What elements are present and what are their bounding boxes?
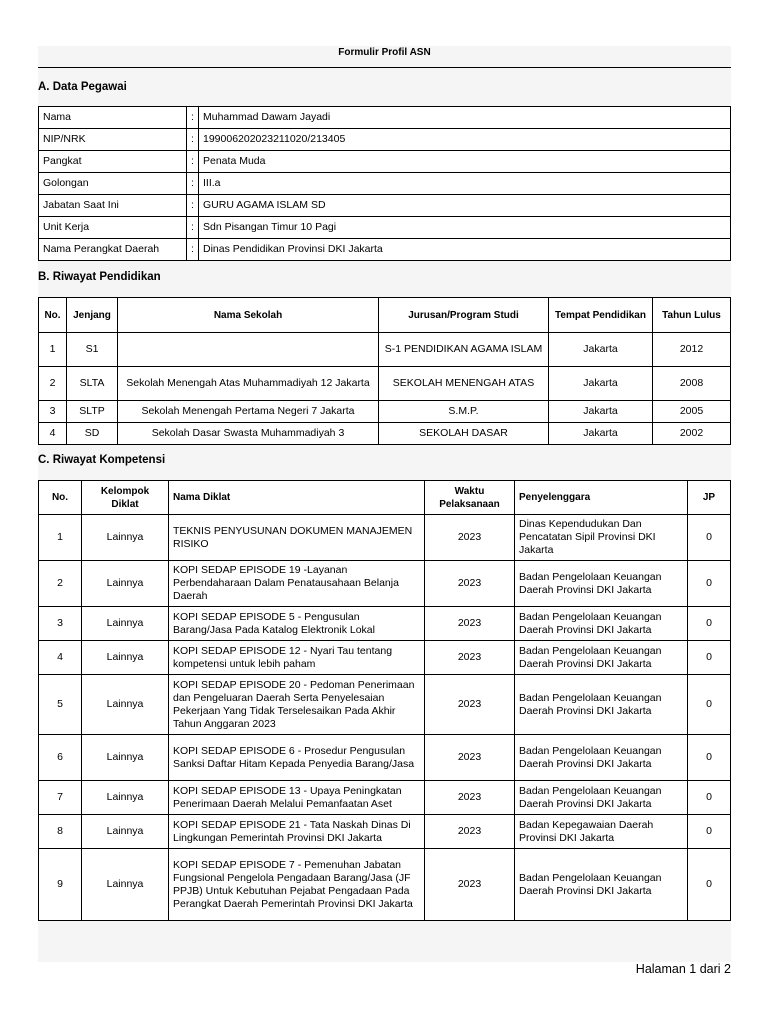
competency-waktu: 2023 [425,781,515,815]
education-row [39,423,731,445]
competency-waktu: 2023 [425,849,515,921]
competency-no: 5 [39,675,82,735]
competency-nama-diklat: KOPI SEDAP EPISODE 13 - Upaya Peningkatan Penerimaan Daerah Melalui Pemanfaatan Aset [169,781,425,815]
field-separator: : [187,217,199,239]
education-tempat: Jakarta [549,367,653,401]
competency-penyelenggara: Badan Pengelolaan Keuangan Daerah Provinsi DKI Jakarta [515,675,688,735]
competency-kelompok: Lainnya [82,735,169,781]
competency-waktu: 2023 [425,815,515,849]
section-c-title: C. Riwayat Kompetensi [38,454,166,466]
education-table [38,297,731,445]
education-tahun: 2002 [653,423,731,445]
competency-penyelenggara: Dinas Kependudukan Dan Pencatatan Sipil Provinsi DKI Jakarta [515,515,688,561]
field-value: GURU AGAMA ISLAM SD [199,195,731,217]
page-number: Halaman 1 dari 2 [635,962,731,976]
competency-row [39,781,731,815]
competency-kelompok: Lainnya [82,781,169,815]
competency-waktu: 2023 [425,675,515,735]
education-jurusan: S.M.P. [379,401,549,423]
competency-kelompok: Lainnya [82,675,169,735]
employee-data-row [39,195,731,217]
education-tempat: Jakarta [549,333,653,367]
education-tempat: Jakarta [549,423,653,445]
employee-data-row [39,217,731,239]
header-no: No. [39,481,82,515]
competency-jp: 0 [688,561,731,607]
header-jenjang: Jenjang [67,298,118,333]
competency-kelompok: Lainnya [82,515,169,561]
competency-penyelenggara: Badan Pengelolaan Keuangan Daerah Provinsi DKI Jakarta [515,849,688,921]
competency-no: 9 [39,849,82,921]
competency-waktu: 2023 [425,607,515,641]
education-tahun: 2012 [653,333,731,367]
competency-nama-diklat: KOPI SEDAP EPISODE 12 - Nyari Tau tentang kompetensi untuk lebih paham [169,641,425,675]
field-label: Golongan [39,173,187,195]
education-row [39,367,731,401]
field-label: Unit Kerja [39,217,187,239]
competency-waktu: 2023 [425,561,515,607]
field-label: NIP/NRK [39,129,187,151]
competency-waktu: 2023 [425,735,515,781]
competency-jp: 0 [688,515,731,561]
competency-nama-diklat: KOPI SEDAP EPISODE 5 - Pengusulan Barang/Jasa Pada Katalog Elektronik Lokal [169,607,425,641]
competency-jp: 0 [688,781,731,815]
competency-waktu: 2023 [425,641,515,675]
field-separator: : [187,239,199,261]
competency-jp: 0 [688,815,731,849]
field-label: Nama Perangkat Daerah [39,239,187,261]
education-no: 1 [39,333,67,367]
competency-kelompok: Lainnya [82,849,169,921]
competency-row [39,675,731,735]
competency-row [39,607,731,641]
competency-jp: 0 [688,849,731,921]
competency-row [39,561,731,607]
section-a-title: A. Data Pegawai [38,81,127,93]
education-nama-sekolah: Sekolah Menengah Pertama Negeri 7 Jakarta [118,401,379,423]
header-jp: JP [688,481,731,515]
competency-kelompok: Lainnya [82,607,169,641]
education-nama-sekolah: Sekolah Dasar Swasta Muhammadiyah 3 [118,423,379,445]
education-jenjang: SLTA [67,367,118,401]
header-nama-diklat: Nama Diklat [169,481,425,515]
field-value: 199006202023211020/213405 [199,129,731,151]
form-title: Formulir Profil ASN [38,46,731,68]
education-nama-sekolah: Sekolah Menengah Atas Muhammadiyah 12 Jakarta [118,367,379,401]
form-sheet [38,46,731,962]
field-separator: : [187,107,199,129]
education-jenjang: SD [67,423,118,445]
competency-row [39,849,731,921]
competency-kelompok: Lainnya [82,815,169,849]
competency-nama-diklat: KOPI SEDAP EPISODE 19 -Layanan Perbendaharaan Dalam Penatausahaan Belanja Daerah [169,561,425,607]
competency-no: 1 [39,515,82,561]
competency-nama-diklat: KOPI SEDAP EPISODE 21 - Tata Naskah Dinas Di Lingkungan Pemerintah Provinsi DKI Jakarta [169,815,425,849]
header-nama-sekolah: Nama Sekolah [118,298,379,333]
competency-penyelenggara: Badan Kepegawaian Daerah Provinsi DKI Jakarta [515,815,688,849]
education-row [39,401,731,423]
education-nama-sekolah [118,333,379,367]
competency-row [39,735,731,781]
education-row [39,333,731,367]
competency-no: 7 [39,781,82,815]
competency-jp: 0 [688,641,731,675]
education-jurusan: SEKOLAH MENENGAH ATAS [379,367,549,401]
employee-data-row [39,151,731,173]
field-value: Sdn Pisangan Timur 10 Pagi [199,217,731,239]
header-tahun: Tahun Lulus [653,298,731,333]
field-separator: : [187,151,199,173]
employee-data-row [39,107,731,129]
employee-data-row [39,239,731,261]
section-b-title: B. Riwayat Pendidikan [38,271,161,283]
competency-no: 2 [39,561,82,607]
competency-nama-diklat: KOPI SEDAP EPISODE 20 - Pedoman Penerimaan dan Pengeluaran Daerah Serta Penyelesaian Pekerjaan Yang Tidak Terselesaikan Pada Akhir Tahun Anggaran 2023 [169,675,425,735]
competency-waktu: 2023 [425,515,515,561]
education-header-row [39,298,731,333]
employee-data-row [39,173,731,195]
education-no: 3 [39,401,67,423]
field-separator: : [187,129,199,151]
education-jenjang: S1 [67,333,118,367]
competency-row [39,815,731,849]
field-label: Nama [39,107,187,129]
competency-nama-diklat: TEKNIS PENYUSUNAN DOKUMEN MANAJEMEN RISIKO [169,515,425,561]
competency-no: 3 [39,607,82,641]
field-separator: : [187,195,199,217]
competency-nama-diklat: KOPI SEDAP EPISODE 6 - Prosedur Pengusulan Sanksi Daftar Hitam Kepada Penyedia Barang/Jasa [169,735,425,781]
competency-no: 4 [39,641,82,675]
education-jurusan: S-1 PENDIDIKAN AGAMA ISLAM [379,333,549,367]
education-jurusan: SEKOLAH DASAR [379,423,549,445]
competency-penyelenggara: Badan Pengelolaan Keuangan Daerah Provinsi DKI Jakarta [515,607,688,641]
header-penyelenggara: Penyelenggara [515,481,688,515]
field-label: Pangkat [39,151,187,173]
field-value: Penata Muda [199,151,731,173]
header-no: No. [39,298,67,333]
competency-no: 6 [39,735,82,781]
competency-no: 8 [39,815,82,849]
competency-row [39,641,731,675]
competency-jp: 0 [688,675,731,735]
competency-jp: 0 [688,607,731,641]
education-no: 4 [39,423,67,445]
competency-penyelenggara: Badan Pengelolaan Keuangan Daerah Provinsi DKI Jakarta [515,781,688,815]
education-jenjang: SLTP [67,401,118,423]
field-label: Jabatan Saat Ini [39,195,187,217]
employee-data-row [39,129,731,151]
competency-table [38,480,731,921]
competency-penyelenggara: Badan Pengelolaan Keuangan Daerah Provinsi DKI Jakarta [515,561,688,607]
competency-nama-diklat: KOPI SEDAP EPISODE 7 - Pemenuhan Jabatan Fungsional Pengelola Pengadaan Barang/Jasa (JF PPJB) Untuk Kebutuhan Pejabat Pengadaan Pada Perangkat Daerah Pemerintah Provinsi DKI Jakarta [169,849,425,921]
competency-header-row [39,481,731,515]
education-no: 2 [39,367,67,401]
competency-jp: 0 [688,735,731,781]
field-value: III.a [199,173,731,195]
competency-penyelenggara: Badan Pengelolaan Keuangan Daerah Provinsi DKI Jakarta [515,735,688,781]
header-jurusan: Jurusan/Program Studi [379,298,549,333]
competency-row [39,515,731,561]
header-kelompok: Kelompok Diklat [82,481,169,515]
field-value: Dinas Pendidikan Provinsi DKI Jakarta [199,239,731,261]
header-waktu: Waktu Pelaksanaan [425,481,515,515]
competency-penyelenggara: Badan Pengelolaan Keuangan Daerah Provinsi DKI Jakarta [515,641,688,675]
education-tempat: Jakarta [549,401,653,423]
header-tempat: Tempat Pendidikan [549,298,653,333]
field-value: Muhammad Dawam Jayadi [199,107,731,129]
field-separator: : [187,173,199,195]
education-tahun: 2005 [653,401,731,423]
competency-kelompok: Lainnya [82,641,169,675]
employee-data-table [38,106,731,261]
education-tahun: 2008 [653,367,731,401]
competency-kelompok: Lainnya [82,561,169,607]
